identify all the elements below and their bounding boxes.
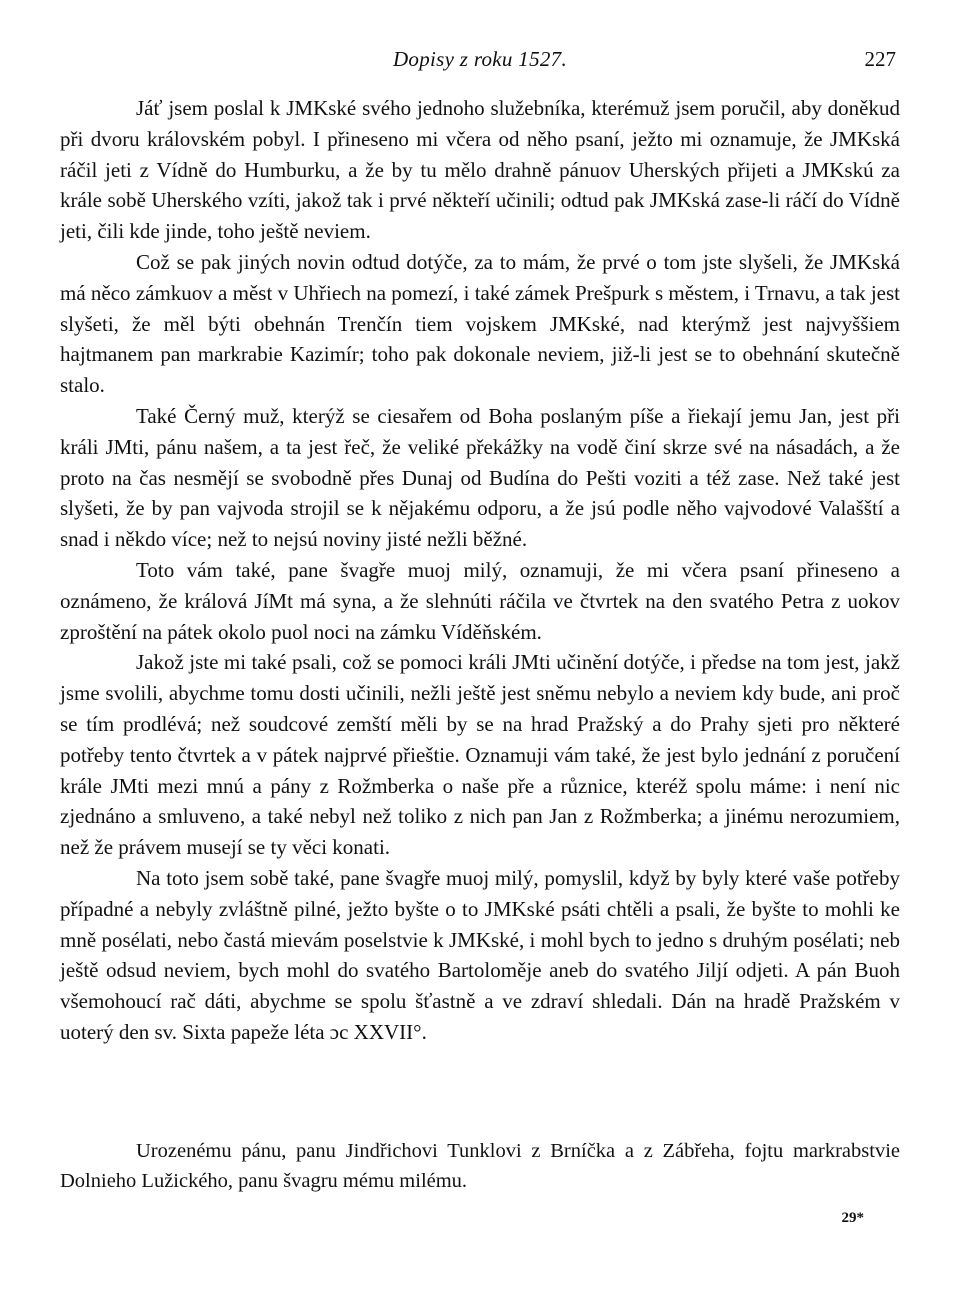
paragraph-1: Jáť jsem poslal k JMKské svého jednoho služebníka, kterémuž jsem poručil, aby doněkud při dvoru královském pobyl. I přineseno mi včera od něho psaní, ježto mi oznamuje, že JMKská ráčil jeti z Vídně do Humburku, a že by tu mělo drahně pánuov Uherských přijeti a JMKskú za krále sobě Uherského vzíti, jakož tak i prvé někteří učinili; odtud pak JMKská zase-li ráčí do Vídně jeti, čili kde jinde, toho ještě neviem.	[60, 96, 900, 244]
paragraph-3: Také Černý muž, kterýž se ciesařem od Boha poslaným píše a řiekají jemu Jan, jest při králi JMti, pánu našem, a ta jest řeč, že veliké překážky na vodě činí skrze své na násadách, a že proto na čas nesmějí se svobodně přes Dunaj od Budína do Pešti voziti a též zase. Než také jest slyšeti, že by pan vajvoda strojil se k nějakému odporu, a že jsú podle něho vajvodové Valašští a snad i někdo více; než to nejsú noviny jisté nežli běžné.	[60, 403, 900, 552]
paragraph-2: Což se pak jiných novin odtud dotýče, za to mám, že prvé o tom jste slyšeli, že JMKská má něco zámkuov a měst v Uhřiech na pomezí, i také zámek Prešpurk s městem, i Trnavu, a tak jest slyšeti, že měl býti obehnán Trenčín tiem vojskem JMKské, nad kterýmž jest najvyššiem hajtmanem pan markrabie Kazimír; toho pak dokonale neviem, již-li jest se to obehnání skutečně stalo.	[60, 249, 900, 398]
letter-address: Urozenému pánu, panu Jindřichovi Tunklovi z Brníčka a z Zábřeha, fojtu markrabstvie Dolnieho Lužického, panu švagru mému milému.	[60, 1140, 900, 1192]
letter-body	[60, 93, 900, 1048]
signature-mark: 29*	[841, 1210, 864, 1226]
paragraph-6: Na toto jsem sobě také, pane švagře muoj milý, pomyslil, když by byly které vaše potřeby případné a nebyly zvláštně pilné, ježto byšte o to JMKské psáti chtěli a psali, že byšte to mohli ke mně posélati, nebo častá mievám poselstvie k JMKské, i mohl bych to jedno s druhým posélati; neb ještě odsud neviem, bych mohl do svatého Bartoloměje aneb do svatého Jiljí odjeti. A pán Buoh všemohoucí rač dáti, abychme se spolu šťastně a ve zdraví shledali. Dán na hradě Pražském v uoterý den sv. Sixta papeže léta ɔc XXVII°.	[60, 865, 900, 1044]
paragraph-4: Toto vám také, pane švagře muoj milý, oznamuji, že mi včera psaní přineseno a oznámeno, že králová JíMt má syna, a že slehnúti ráčila ve čtvrtek na den svatého Petra z uokov zproštění na pátek okolo puol noci na zámku Víděňském.	[60, 557, 900, 644]
page-number: 227	[864, 47, 896, 71]
running-head	[60, 44, 900, 74]
running-title: Dopisy z roku 1527.	[392, 47, 568, 71]
paragraph-5: Jakož jste mi také psali, což se pomoci králi JMti učinění dotýče, i předse na tom jest, jakž jsme svolili, abychme tomu dosti učinili, nežli ještě jest sněmu nebylo a neviem kdy bude, ani proč se tím prodlévá; než soudcové zemští měli by se na hrad Pražský a do Prahy sjeti pro některé potřeby tento čtvrtek a v pátek najprvé přieštie. Oznamuji vám také, že jest bylo jednání z poručení krále JMti mezi mnú a pány z Rožmberka o naše pře a různice, kteréž spolu máme: i není nic zjednáno a smluveno, a také nebyl než toliko z nich pan Jan z Rožmberka; a jinému nerozumiem, než že právem musejí se ty věci konati.	[60, 650, 900, 860]
